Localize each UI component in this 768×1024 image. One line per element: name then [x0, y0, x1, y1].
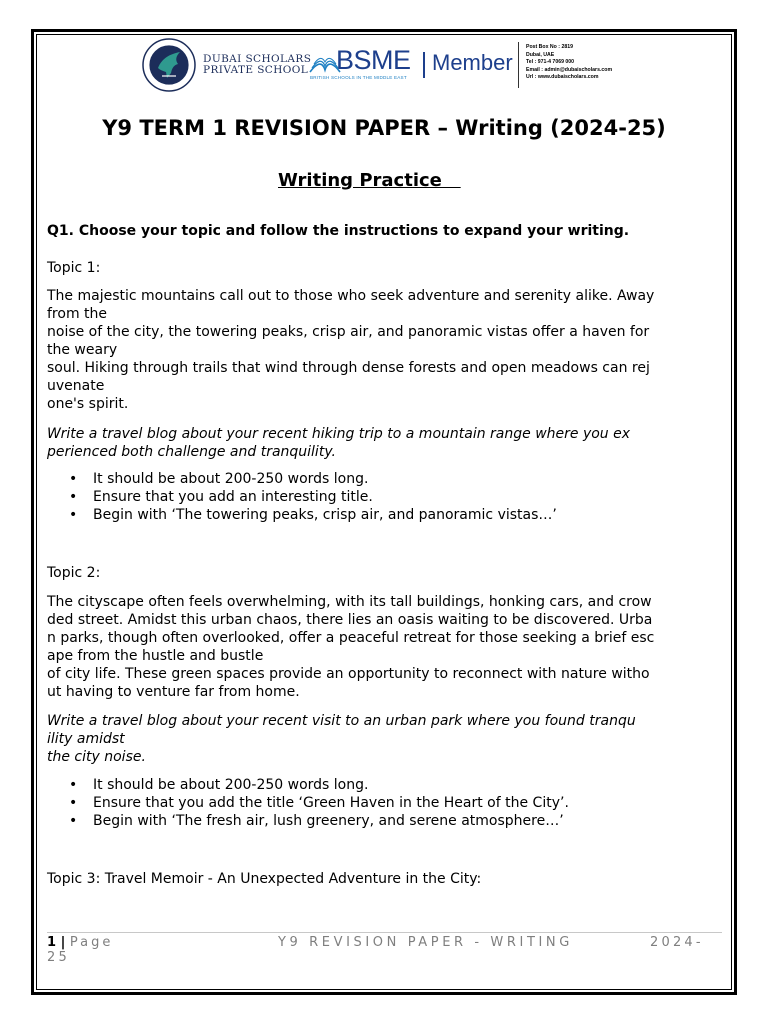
footer-divider: [47, 932, 722, 933]
task-line: ility amidst: [47, 731, 125, 747]
footer-year: 2024-: [650, 935, 704, 950]
list-item: • It should be about 200-250 words long.: [47, 776, 569, 794]
passage-line: ape from the hustle and bustle: [47, 648, 264, 664]
task-line: Write a travel blog about your recent visit to an urban park where you found tranqu: [47, 713, 636, 729]
question-prompt: Q1. Choose your topic and follow the instructions to expand your writing.: [47, 223, 630, 239]
school-crest-icon: [142, 38, 196, 92]
logo-divider: [423, 52, 425, 78]
bsme-logo-text: BSME: [336, 45, 411, 75]
passage-line: n parks, though often overlooked, offer a peaceful retreat for those seeking a brief esc: [47, 630, 655, 646]
topic-1-passage: [47, 287, 654, 413]
school-name-line2: PRIVATE SCHOOL: [203, 64, 309, 76]
contact-url: Url : www.dubaischolars.com: [526, 74, 599, 81]
list-item: • It should be about 200-250 words long.: [47, 470, 557, 488]
footer-title: Y9 REVISION PAPER - WRITING: [278, 935, 573, 950]
page-number: 1: [47, 935, 57, 950]
page-separator: |: [56, 935, 70, 950]
passage-line: ut having to venture far from home.: [47, 684, 300, 700]
list-item: • Begin with ‘The towering peaks, crisp air, and panoramic vistas…’: [47, 506, 557, 524]
topic-1-task: [47, 425, 630, 461]
topic-1-heading: Topic 1:: [47, 260, 101, 276]
letterhead: [140, 38, 640, 92]
contact-email: Email : admin@dubaischolars.com: [526, 66, 613, 73]
topic-2-task: [47, 712, 636, 766]
page-word: Page: [69, 935, 114, 950]
footer-page-label: [47, 935, 113, 950]
footer-year-continued: 25: [47, 950, 70, 965]
passage-line: The cityscape often feels overwhelming, with its tall buildings, honking cars, and crow: [47, 594, 652, 610]
task-line: Write a travel blog about your recent hiking trip to a mountain range where you ex: [47, 426, 631, 442]
list-item: • Ensure that you add the title ‘Green Haven in the Heart of the City’.: [47, 794, 569, 812]
passage-line: of city life. These green spaces provide an opportunity to reconnect with nature witho: [47, 666, 650, 682]
task-line: the city noise.: [47, 749, 146, 765]
passage-line: soul. Hiking through trails that wind through dense forests and open meadows can rej: [47, 360, 650, 376]
member-label: Member: [432, 50, 513, 75]
contact-po-box: Post Box No : 2819: [526, 44, 573, 50]
school-name: [203, 54, 311, 76]
passage-line: The majestic mountains call out to those who seek adventure and serenity alike. Away: [47, 288, 655, 304]
task-line: perienced both challenge and tranquility.: [47, 444, 336, 460]
list-item: • Begin with ‘The fresh air, lush greenery, and serene atmosphere…’: [47, 812, 569, 830]
paper-title: Y9 TERM 1 REVISION PAPER – Writing (2024-25): [102, 116, 666, 140]
contact-city: Dubai, UAE: [526, 51, 555, 58]
contact-block: [526, 44, 612, 82]
passage-line: ded street. Amidst this urban chaos, there lies an oasis waiting to be discovered. Urba: [47, 612, 653, 628]
list-item: • Ensure that you add an interesting title.: [47, 488, 557, 506]
school-name-line1: DUBAI SCHOLARS: [203, 53, 312, 65]
topic-1-instructions: [47, 470, 557, 524]
passage-line: noise of the city, the towering peaks, crisp air, and panoramic vistas offer a haven for: [47, 324, 650, 340]
topic-2-instructions: [47, 776, 569, 830]
passage-line: uvenate: [47, 378, 105, 394]
topic-2-passage: [47, 593, 654, 701]
section-title: Writing Practice: [278, 170, 461, 191]
passage-line: one's spirit.: [47, 396, 129, 412]
passage-line: from the: [47, 306, 108, 322]
topic-3-heading: Topic 3: Travel Memoir - An Unexpected Adventure in the City:: [47, 871, 482, 887]
bsme-tagline: BRITISH SCHOOLS IN THE MIDDLE EAST: [310, 75, 407, 80]
contact-phone: Tel : 971-4 7069 000: [526, 59, 575, 66]
topic-2-heading: Topic 2:: [47, 565, 101, 581]
passage-line: the weary: [47, 342, 118, 358]
contact-divider: [518, 42, 519, 88]
